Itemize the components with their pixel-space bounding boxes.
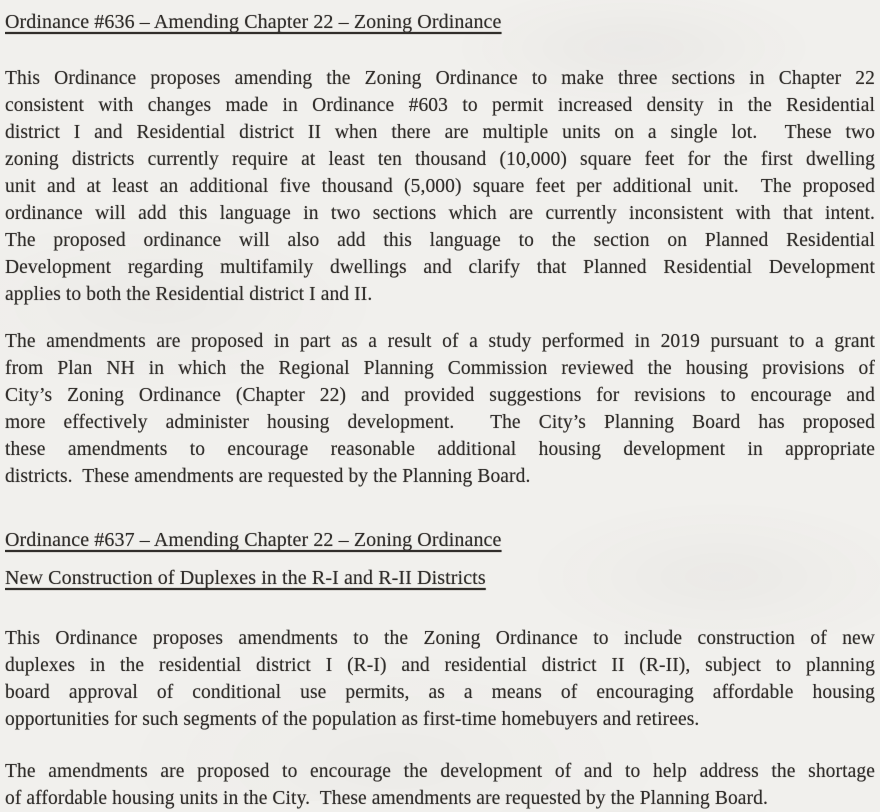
text-line: Ordinance #637 – Amending Chapter 22 – Zoning Ordinance xyxy=(5,529,502,551)
text-line: This Ordinance proposes amending the Zoning Ordinance to make three sections in Chapter 22 xyxy=(5,68,875,89)
text-line: Development regarding multifamily dwellings and clarify that Planned Residential Development xyxy=(5,257,875,278)
text-line: zoning districts currently require at least ten thousand (10,000) square feet for the first dwelling xyxy=(5,149,875,170)
text-line: duplexes in the residential district I (R-I) and residential district II (R-II), subject to planning xyxy=(5,655,875,676)
text-line: consistent with changes made in Ordinance #603 to permit increased density in the Residential xyxy=(5,95,875,116)
text-line: unit and at least an additional five thousand (5,000) square feet per additional unit. The proposed xyxy=(5,176,875,197)
ordinance-637-subheading xyxy=(5,565,875,592)
ordinance-636-paragraph-2 xyxy=(5,328,875,490)
text-line: from Plan NH in which the Regional Planning Commission reviewed the housing provisions of xyxy=(5,358,875,379)
text-line: districts. These amendments are requested by the Planning Board. xyxy=(5,466,531,487)
ordinance-636-heading xyxy=(5,9,875,36)
text-line: board approval of conditional use permits, as a means of encouraging affordable housing xyxy=(5,682,875,703)
text-line: more effectively administer housing development. The City’s Planning Board has proposed xyxy=(5,412,875,433)
ordinance-637-paragraph-2 xyxy=(5,758,875,812)
text-line: The amendments are proposed to encourage the development of and to help address the shortage xyxy=(5,761,875,782)
text-line: of affordable housing units in the City. These amendments are requested by the Planning Board. xyxy=(5,788,768,809)
ordinance-636-paragraph-1 xyxy=(5,65,875,308)
text-line: New Construction of Duplexes in the R-I and R-II Districts xyxy=(5,567,486,589)
text-line: Ordinance #636 – Amending Chapter 22 – Zoning Ordinance xyxy=(5,11,502,33)
text-line: ordinance will add this language in two sections which are currently inconsistent with that intent. xyxy=(5,203,875,224)
text-line: The amendments are proposed in part as a result of a study performed in 2019 pursuant to a grant xyxy=(5,331,875,352)
text-line: City’s Zoning Ordinance (Chapter 22) and provided suggestions for revisions to encourage and xyxy=(5,385,875,406)
text-line: district I and Residential district II when there are multiple units on a single lot. These two xyxy=(5,122,875,143)
text-line: The proposed ordinance will also add this language to the section on Planned Residential xyxy=(5,230,875,251)
text-line: applies to both the Residential district I and II. xyxy=(5,284,373,305)
text-line: these amendments to encourage reasonable additional housing development in appropriate xyxy=(5,439,875,460)
text-line: opportunities for such segments of the population as first-time homebuyers and retirees. xyxy=(5,709,700,730)
text-line: This Ordinance proposes amendments to the Zoning Ordinance to include construction of new xyxy=(5,628,875,649)
ordinance-637-heading xyxy=(5,527,875,554)
ordinance-637-paragraph-1 xyxy=(5,625,875,733)
